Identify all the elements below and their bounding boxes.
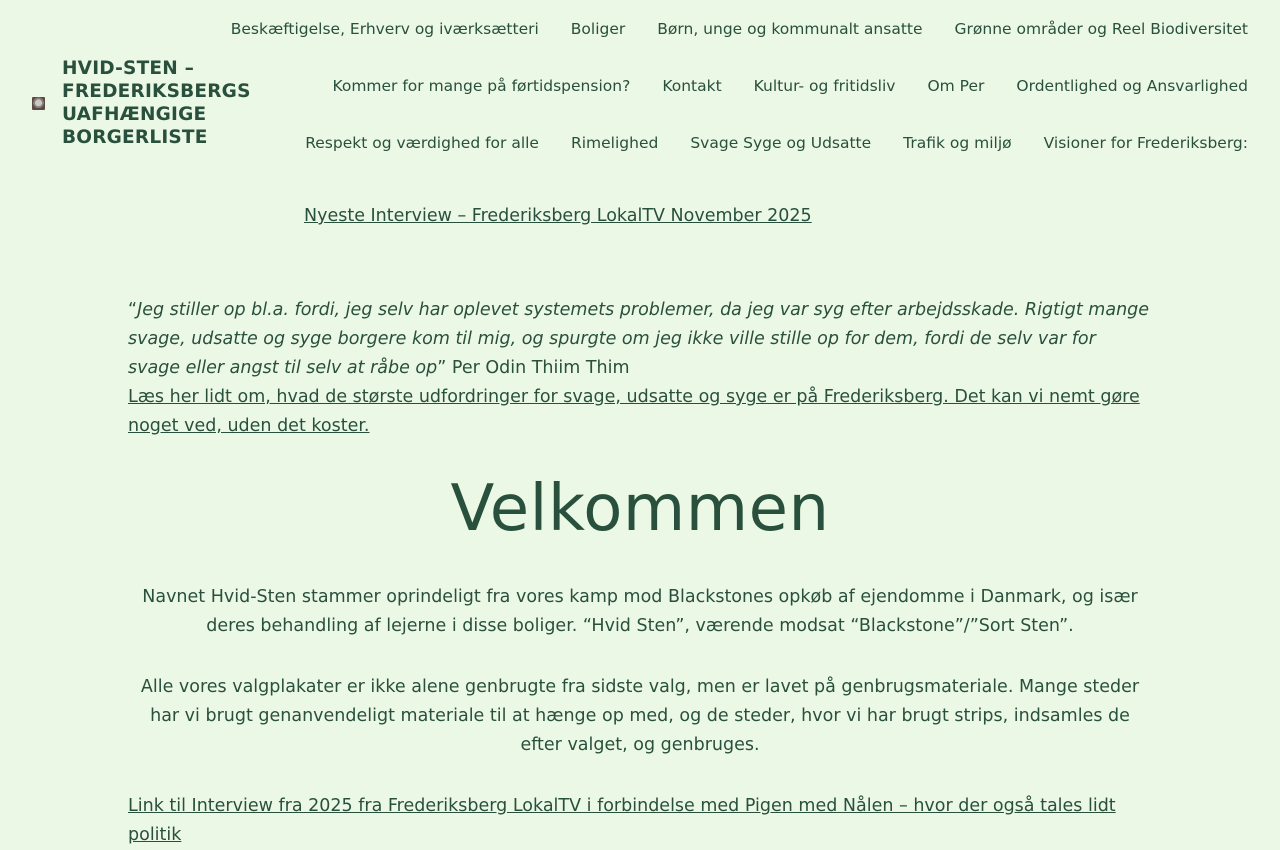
nav-item-kontakt[interactable]: Kontakt [662,76,722,95]
nav-item-boern-unge[interactable]: Børn, unge og kommunalt ansatte [657,19,923,38]
recycling-paragraph: Alle vores valgplakater er ikke alene genbrugte fra sidste valg, men er lavet på genbrugsmateriale. Mange steder har vi brugt genanvendeligt materiale til at hænge op med, og de steder, hvor vi har brugt strips, indsamles de efter valget, og genbruges. [140,677,1140,755]
interview-link-container [128,792,1152,850]
nav-item-ordentlighed[interactable]: Ordentlighed og Ansvarlighed [1016,76,1248,95]
nav-item-rimelighed[interactable]: Rimelighed [570,133,659,152]
nav-item-foertidspension[interactable]: Kommer for mange på førtidspension? [332,76,631,95]
quote-author: Per Odin Thiim Thim [446,358,630,378]
nav-item-svage-syge[interactable]: Svage Syge og Udsatte [690,133,872,152]
nav-item-respekt[interactable]: Respekt og værdighed for alle [305,133,539,152]
site-header [0,0,1280,250]
nav-item-groenne-omraader[interactable]: Grønne områder og Reel Biodiversitet [954,19,1248,38]
nav-row-2 [288,57,1248,114]
site-logo-icon[interactable] [32,97,45,110]
nav-item-beskaeftigelse[interactable]: Beskæftigelse, Erhverv og iværksætteri [230,19,539,38]
intro-paragraph: Navnet Hvid-Sten stammer oprindeligt fra vores kamp mod Blackstones opkøb af ejendomme i Danmark, og især deres behandling af lejerne i disse boliger. “Hvid Sten”, værende modsat “Blackstone”/”Sort Sten”. [142,587,1138,636]
nav-item-om-per[interactable]: Om Per [927,76,985,95]
quote-open-mark: “ [128,300,138,320]
nav-row-3 [288,114,1248,171]
nav-item-kultur-fritid[interactable]: Kultur- og fritidsliv [753,76,896,95]
page-heading: Velkommen [450,472,830,546]
main-content [128,296,1152,850]
quote-close-mark: ” [437,358,447,378]
site-title[interactable]: HVID-STEN – FREDERIKSBERGS UAFHÆNGIGE BORGERLISTE [62,58,251,148]
quote-block [128,296,1152,441]
read-more-link[interactable]: Læs her lidt om, hvad de største udfordringer for svage, udsatte og syge er på Frederiksberg. Det kan vi nemt gøre noget ved, uden det koster. [128,387,1140,436]
nav-item-trafik-miljoe[interactable]: Trafik og miljø [903,133,1012,152]
nav-item-nyeste-interview[interactable]: Nyeste Interview – Frederiksberg LokalTV November 2025 [304,206,812,226]
site-branding [32,57,252,149]
nav-item-boliger[interactable]: Boliger [570,19,626,38]
nav-row-4 [304,206,812,226]
interview-link[interactable]: Link til Interview fra 2025 fra Frederiksberg LokalTV i forbindelse med Pigen med Nålen – hvor der også tales lidt politik [128,796,1116,845]
primary-navigation [230,0,1248,171]
nav-item-visioner[interactable]: Visioner for Frederiksberg: [1043,133,1248,152]
nav-row-1 [230,0,1248,57]
quote-text: Jeg stiller op bl.a. fordi, jeg selv har oplevet systemets problemer, da jeg var syg efter arbejdsskade. Rigtigt mange svage, udsatte og syge borgere kom til mig, og spurgte om jeg ikke ville stille op for dem, fordi de selv var for svage eller angst til selv at råbe op [128,300,1150,378]
